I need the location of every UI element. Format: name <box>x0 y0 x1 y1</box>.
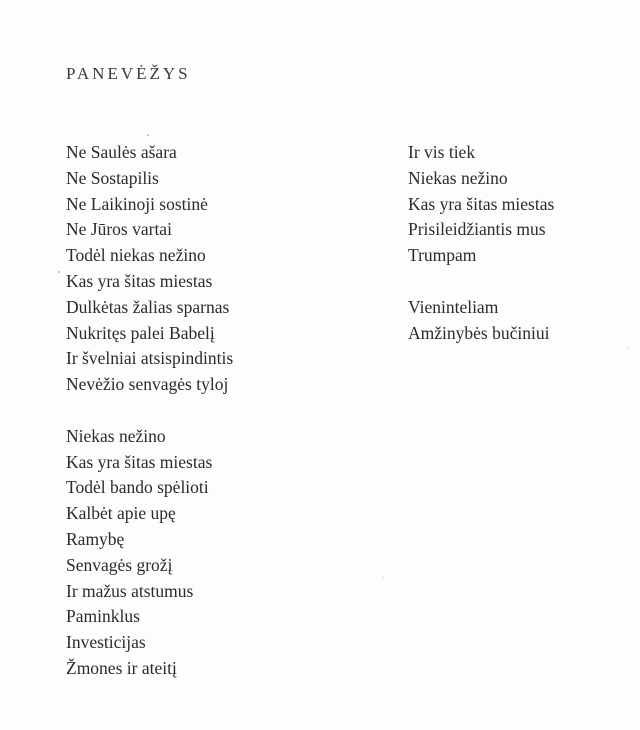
poem-line: Todėl bando spėlioti <box>66 477 209 498</box>
poem-line: Ne Laikinoji sostinė <box>66 193 208 214</box>
poem-line: Trumpam <box>408 245 477 266</box>
poem-line: Ne Saulės ašara <box>66 142 177 162</box>
poem-line: Dulkėtas žalias sparnas <box>66 296 230 317</box>
poem-title: PANEVĖŽYS <box>66 64 191 83</box>
poem-line: Kas yra šitas miestas <box>66 451 213 472</box>
poem-line: Investicijas <box>66 632 146 653</box>
poem-line: Senvagės grožį <box>66 554 173 575</box>
poem-line: Žmones ir ateitį <box>66 657 177 678</box>
poem-line: Todėl niekas nežino <box>66 245 206 266</box>
poem-line: Niekas nežino <box>408 167 508 188</box>
poem-line: Ne Sostapilis <box>66 167 159 188</box>
poem-line: Ir vis tiek <box>408 142 476 162</box>
poem-line: Amžinybės bučiniui <box>408 322 550 343</box>
poem-line: Paminklus <box>66 606 140 627</box>
poem-line: Prisileidžiantis mus <box>408 219 546 240</box>
stanza-4 <box>408 295 554 347</box>
left-column <box>66 140 233 682</box>
poem-line: Ne Jūros vartai <box>66 219 172 240</box>
poem-line: Kalbėt apie upę <box>66 503 176 524</box>
scan-speck <box>628 347 629 348</box>
poem-line: Nevėžio senvagės tyloj <box>66 374 229 395</box>
stanza-1 <box>66 140 233 398</box>
poem-line: Vieninteliam <box>408 296 499 317</box>
scan-speck <box>383 577 384 578</box>
poem-line: Niekas nežino <box>66 425 166 446</box>
scan-speck <box>147 134 149 136</box>
poem-line: Ramybę <box>66 528 125 549</box>
poem-line: Nukritęs palei Babelį <box>66 322 215 343</box>
poem-line: Ir švelniai atsispindintis <box>66 348 234 369</box>
stanza-3 <box>408 140 554 269</box>
poem-line: Kas yra šitas miestas <box>66 270 213 291</box>
poem-line: Kas yra šitas miestas <box>408 193 555 214</box>
right-column <box>408 140 554 346</box>
poem-line: Ir mažus atstumus <box>66 580 194 601</box>
scan-speck <box>58 271 60 273</box>
stanza-2 <box>66 424 233 682</box>
